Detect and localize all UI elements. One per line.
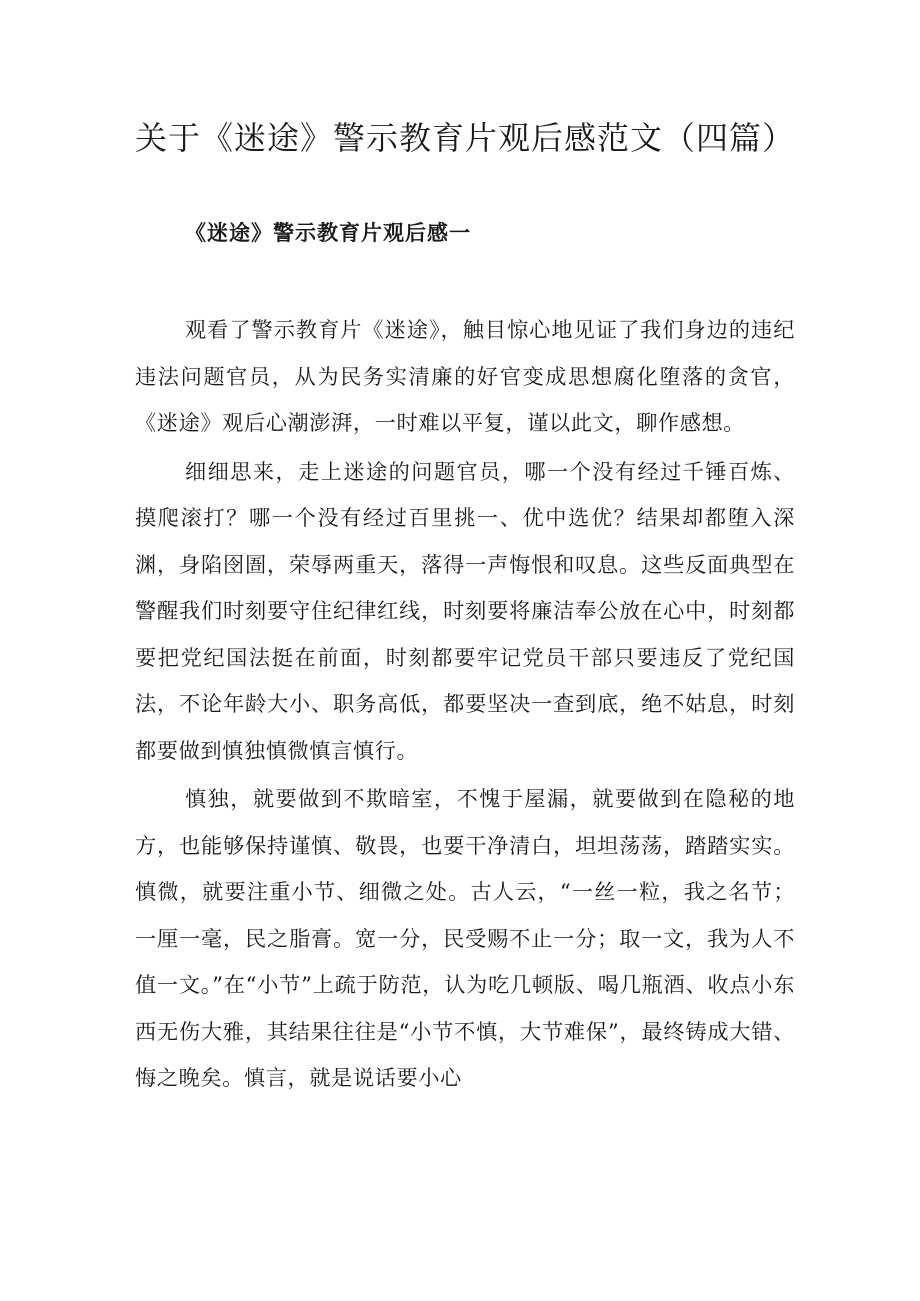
paragraph: 慎独，就要做到不欺暗室，不愧于屋漏，就要做到在隐秘的地方，也能够保持谨慎、敬畏，也要干净清白，坦坦荡荡，踏踏实实。慎微，就要注重小节、细微之处。古人云，“一丝一粒，我之名节；一厘一毫，民之脂膏。宽一分，民受赐不止一分；取一文，我为人不值一文。”在“小节”上疏于防范，认为吃几顿版、喝几瓶酒、收点小东西无伤大雅，其结果往往是“小节不慎，大节难保”，最终铸成大错、悔之晚矣。慎言，就是说话要小心 [135, 786, 795, 1090]
document-title: 关于《迷途》警示教育片观后感范文（四篇） [135, 119, 796, 157]
body-text [135, 307, 795, 1104]
section-heading: 《迷途》警示教育片观后感一 [185, 221, 471, 245]
paragraph: 细细思来，走上迷途的问题官员，哪一个没有经过千锤百炼、摸爬滚打？哪一个没有经过百里挑一、优中选优？结果却都堕入深渊，身陷囹圄，荣辱两重天，落得一声悔恨和叹息。这些反面典型在警醒我们时刻要守住纪律红线，时刻要将廉洁奉公放在心中，时刻都要把党纪国法挺在前面，时刻都要牢记党员干部只要违反了党纪国法，不论年龄大小、职务高低，都要坚决一查到底，绝不姑息，时刻都要做到慎独慎微慎言慎行。 [135, 458, 795, 763]
paragraph: 观看了警示教育片《迷途》，触目惊心地见证了我们身边的违纪违法问题官员，从为民务实清廉的好官变成思想腐化堕落的贪官，《迷途》观后心潮澎湃，一时难以平复，谨以此文，聊作感想。 [135, 317, 795, 435]
